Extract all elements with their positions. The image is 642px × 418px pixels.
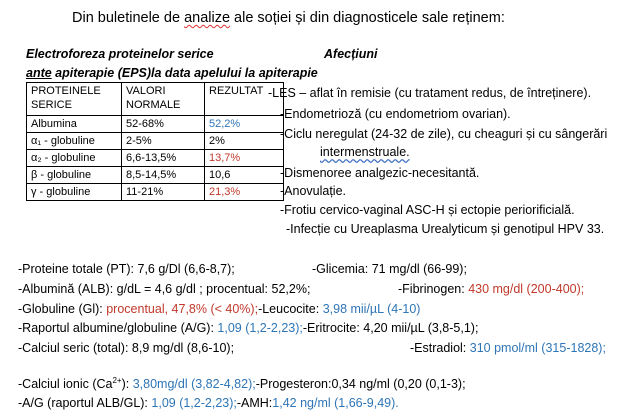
table-row [27, 184, 284, 201]
table-row [27, 133, 284, 150]
intro-text: Din buletinele de analize ale soției și din diagnosticele sale reținem: [72, 10, 505, 26]
lab-ag-alb-gl: -A/G (raportul ALB/GL): 1,09 (1,2-2,23);-AMH:1,42 ng/ml (1,66-9,49). [18, 396, 399, 410]
header-cell: VALORI NORMALE [122, 83, 205, 116]
result-value: 13,7% [205, 150, 284, 167]
lab-proteine-totale: -Proteine totale (PT): 7,6 g/Dl (6,6-8,7); [18, 262, 235, 276]
lab-calciu-seric: -Calciul seric (total): 8,9 mg/dl (8,6-10); [18, 341, 235, 355]
afectiune-item: -Dismenoree analgezic-necesitantă. [280, 166, 480, 180]
lab-globuline: -Globuline (Gl): procentual, 47,8% (< 40%);-Leucocite: 3,98 mii/µL (4-10) [18, 302, 421, 316]
afectiune-item: -Infecție cu Ureaplasma Urealyticum și genotipul HPV 33. [286, 222, 605, 236]
table-row [27, 150, 284, 167]
protein-name: γ - globuline [27, 184, 122, 201]
protein-name: Albumina [27, 116, 122, 133]
lab-albumina: -Albumină (ALB): g/dL = 4,6 g/dl ; procentual: 52,2%; [18, 282, 311, 296]
normal-range: 11-21% [122, 184, 205, 201]
header-cell: PROTEINELE SERICE [27, 83, 122, 116]
lab-calciu-ionic: -Calciul ionic $(Ca^{2+})$: 3,80mg/dl (3,82-4,82);-Progesteron:0,34 ng/ml (0,20 (0,1-3); [18, 376, 466, 392]
afectiune-item: -Endometrioză (cu endometriom ovarian). [280, 107, 511, 121]
table-row [27, 116, 284, 133]
result-value: 10,6 [205, 167, 284, 184]
lab-raport-ag: -Raportul albumine/globuline (A/G): 1,09 (1,2-2,23);-Eritrocite: 4,20 mii/µL (3,8-5,1); [18, 321, 479, 335]
afectiune-item: -LES – aflat în remisie (cu tratament redus, de întreținere). [268, 86, 592, 100]
normal-range: 8,5-14,5% [122, 167, 205, 184]
protein-name: β - globuline [27, 167, 122, 184]
eps-subtitle: ante apiterapie (EPS)la data apelului la apiterapie [26, 66, 318, 80]
lab-glicemia: -Glicemia: 71 mg/dl (66-99); [312, 262, 467, 276]
protein-name: α₁ - globuline [27, 133, 122, 150]
result-value: 21,3% [205, 184, 284, 201]
protein-name: α₂ - globuline [27, 150, 122, 167]
afectiune-item-continued: intermenstruale. [320, 145, 410, 159]
afectiune-item: -Frotiu cervico-vaginal ASC-H și ectopie periorificială. [280, 203, 575, 217]
result-value: 2% [205, 133, 284, 150]
normal-range: 2-5% [122, 133, 205, 150]
eps-title: Electroforeza proteinelor serice [26, 47, 214, 61]
table-row [27, 167, 284, 184]
spellcheck-word: analize [184, 10, 231, 26]
afectiuni-heading: Afecțiuni [324, 47, 378, 61]
normal-range: 6,6-13,5% [122, 150, 205, 167]
normal-range: 52-68% [122, 116, 205, 133]
table-header-row [27, 83, 284, 116]
afectiune-item: -Anovulație. [280, 184, 347, 198]
afectiune-item: -Ciclu neregulat (24-32 de zile), cu cheaguri și cu sângerări [280, 127, 608, 141]
lab-estradiol: -Estradiol: 310 pmol/ml (315-1828); [410, 341, 606, 355]
eps-table [26, 82, 284, 201]
result-value: 52,2% [205, 116, 284, 133]
header-cell: REZULTAT [205, 83, 284, 116]
lab-fibrinogen: -Fibrinogen: 430 mg/dl (200-400); [398, 282, 585, 296]
